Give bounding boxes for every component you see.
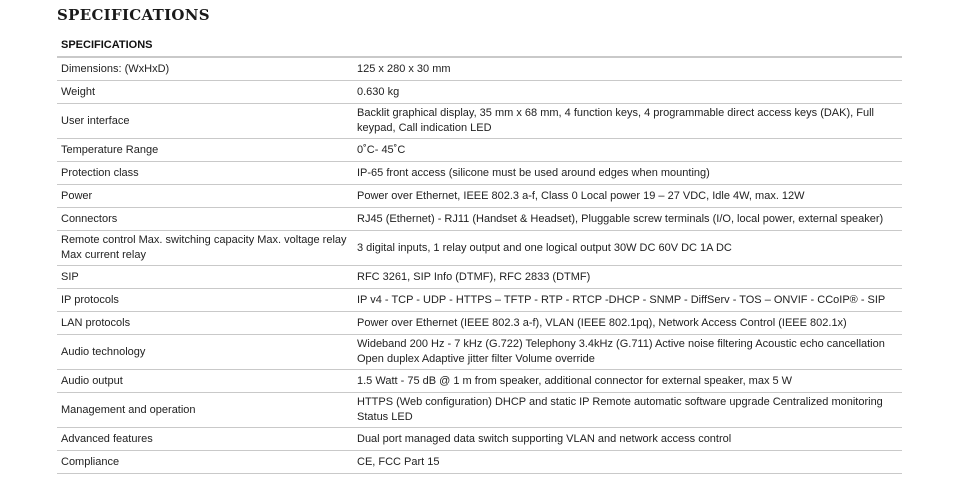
row-label: Dimensions: (WxHxD) (57, 57, 353, 81)
row-label: Connectors (57, 208, 353, 231)
row-value: Power over Ethernet (IEEE 802.3 a-f), VLAN (IEEE 802.1pq), Network Access Control (IEEE 802.1x) (353, 312, 902, 335)
table-row (57, 393, 902, 428)
row-value: 125 x 280 x 30 mm (353, 57, 902, 81)
row-label: User interface (57, 104, 353, 139)
table-row (57, 185, 902, 208)
specifications-table (57, 32, 902, 474)
table-row (57, 81, 902, 104)
table-header-row (57, 32, 902, 57)
table-row (57, 289, 902, 312)
table-row (57, 312, 902, 335)
row-label: Audio technology (57, 335, 353, 370)
row-value: IP v4 - TCP - UDP - HTTPS – TFTP - RTP - RTCP -DHCP - SNMP - DiffServ - TOS – ONVIF - CCoIP® - SIP (353, 289, 902, 312)
row-value: RJ45 (Ethernet) - RJ11 (Handset & Headset), Pluggable screw terminals (I/O, local power, external speaker) (353, 208, 902, 231)
row-value: Wideband 200 Hz - 7 kHz (G.722) Telephony 3.4kHz (G.711) Active noise filtering Acoustic echo cancellation Open duplex Adaptive jitter filter Volume override (353, 335, 902, 370)
row-value: CE, FCC Part 15 (353, 451, 902, 474)
row-label: IP protocols (57, 289, 353, 312)
row-label: SIP (57, 266, 353, 289)
row-value: 3 digital inputs, 1 relay output and one logical output 30W DC 60V DC 1A DC (353, 231, 902, 266)
table-row (57, 451, 902, 474)
row-label: Advanced features (57, 428, 353, 451)
table-row (57, 428, 902, 451)
row-value: IP-65 front access (silicone must be used around edges when mounting) (353, 162, 902, 185)
row-label: Compliance (57, 451, 353, 474)
table-row (57, 104, 902, 139)
row-value: Power over Ethernet, IEEE 802.3 a-f, Class 0 Local power 19 – 27 VDC, Idle 4W, max. 12W (353, 185, 902, 208)
row-value: 1.5 Watt - 75 dB @ 1 m from speaker, additional connector for external speaker, max 5 W (353, 370, 902, 393)
row-label: Protection class (57, 162, 353, 185)
row-value: 0.630 kg (353, 81, 902, 104)
table-row (57, 370, 902, 393)
table-row (57, 162, 902, 185)
row-value: HTTPS (Web configuration) DHCP and static IP Remote automatic software upgrade Centralized monitoring Status LED (353, 393, 902, 428)
table-row (57, 266, 902, 289)
row-value: Dual port managed data switch supporting VLAN and network access control (353, 428, 902, 451)
table-row (57, 231, 902, 266)
table-row (57, 57, 902, 81)
row-label: Power (57, 185, 353, 208)
row-label: Remote control Max. switching capacity Max. voltage relay Max current relay (57, 231, 353, 266)
row-label: Management and operation (57, 393, 353, 428)
row-label: LAN protocols (57, 312, 353, 335)
row-label: Weight (57, 81, 353, 104)
row-value: 0˚C- 45˚C (353, 139, 902, 162)
table-row (57, 208, 902, 231)
row-value: RFC 3261, SIP Info (DTMF), RFC 2833 (DTMF) (353, 266, 902, 289)
row-label: Temperature Range (57, 139, 353, 162)
row-label: Audio output (57, 370, 353, 393)
table-row (57, 335, 902, 370)
page-title: SPECIFICATIONS (57, 6, 210, 24)
table-header: SPECIFICATIONS (57, 32, 902, 57)
row-value: Backlit graphical display, 35 mm x 68 mm, 4 function keys, 4 programmable direct access keys (DAK), Full keypad, Call indication LED (353, 104, 902, 139)
table-row (57, 139, 902, 162)
